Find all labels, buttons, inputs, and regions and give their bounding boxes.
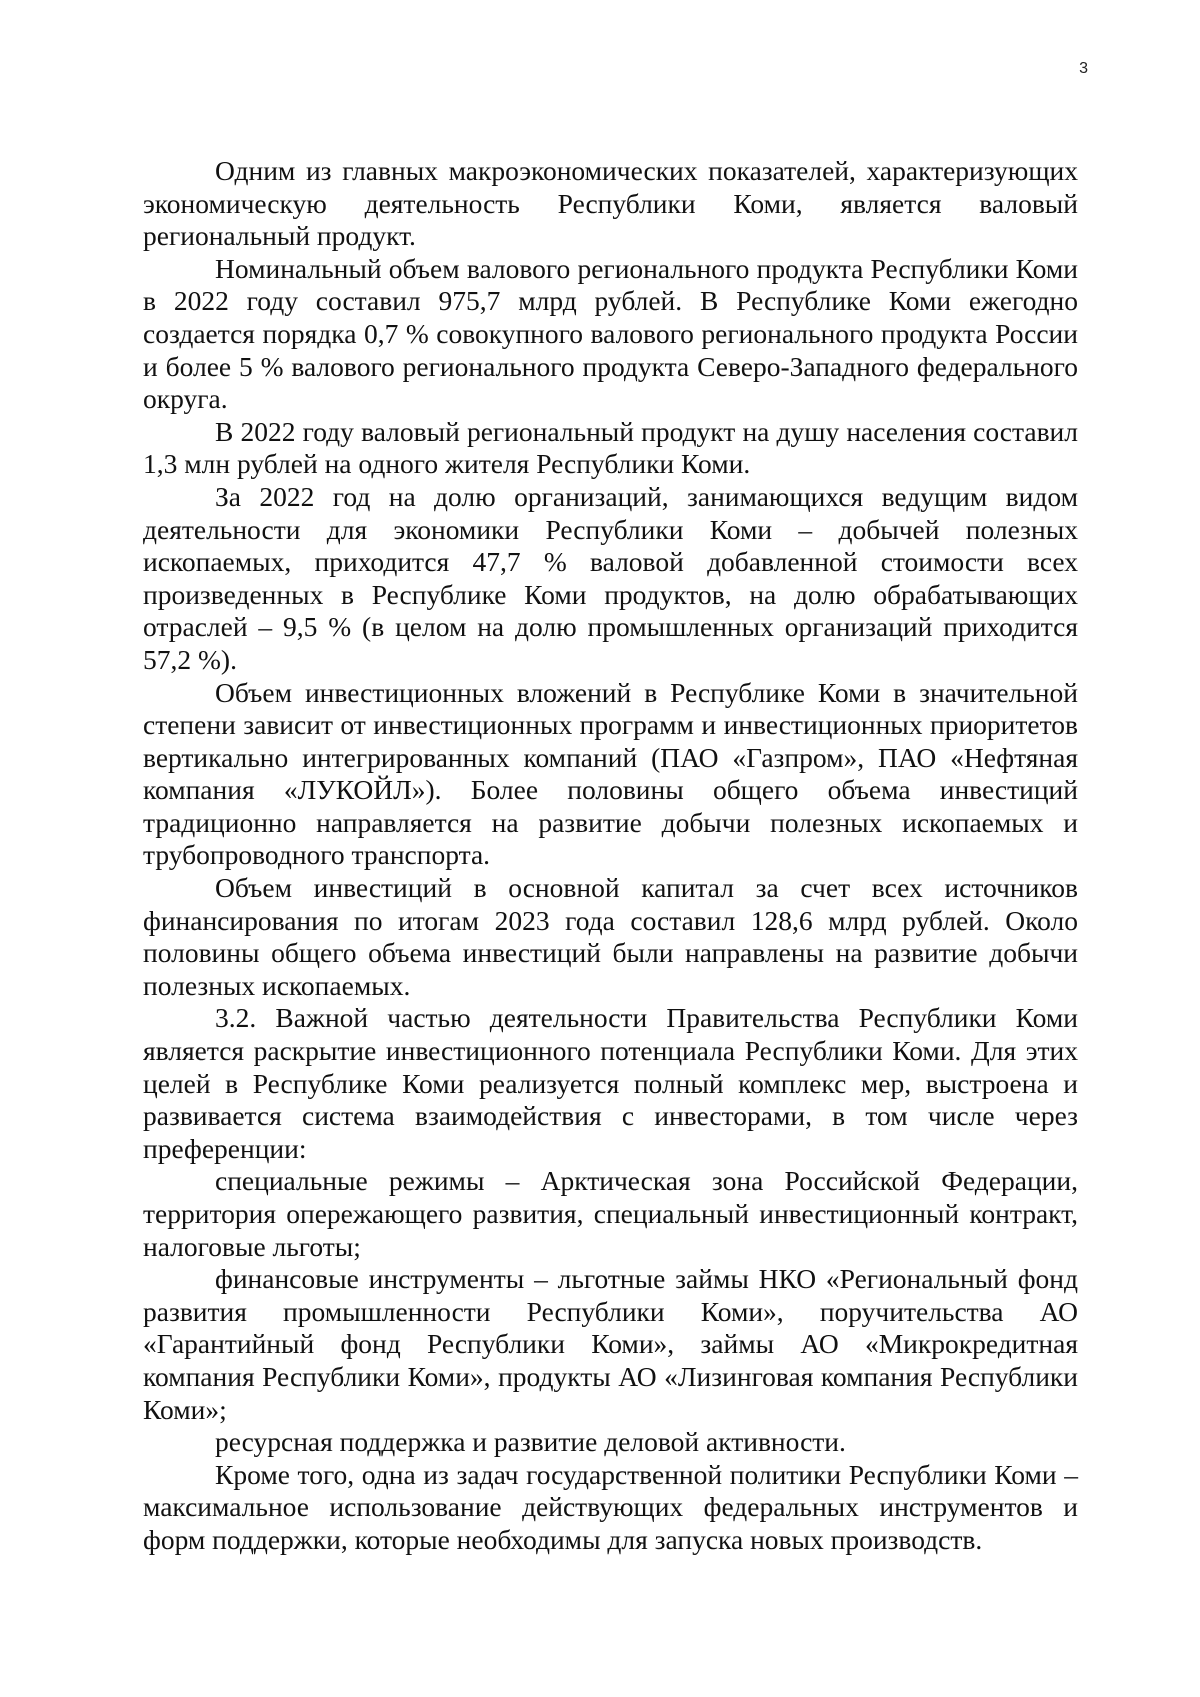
paragraph-investment-priorities: Объем инвестиционных вложений в Республике Коми в значительной степени зависит от инвестиционных программ и инвестиционных приоритетов вертикально интегрированных компаний (ПАО «Газпром», ПАО «Нефтяная компания «ЛУКОЙЛ»). Более половины общего объема инвестиций традиционно направляется на развитие добычи полезных ископаемых и трубопроводного транспорта.	[143, 676, 1078, 871]
paragraph-fixed-capital: Объем инвестиций в основной капитал за счет всех источников финансирования по итогам 2023 года составил 128,6 млрд рублей. Около половины общего объема инвестиций были направлены на развитие добычи полезных ископаемых.	[143, 872, 1078, 1001]
paragraph-grp-per-capita: В 2022 году валовый региональный продукт на душу населения составил 1,3 млн рублей на одного жителя Республики Коми.	[143, 415, 1078, 480]
paragraph-resource-support: ресурсная поддержка и развитие деловой активности.	[215, 1426, 846, 1458]
paragraph-financial-instruments: финансовые инструменты – льготные займы НКО «Региональный фонд развития промышленности Республики Коми», поручительства АО «Гарантийный фонд Республики Коми», займы АО «Микрокредитная компания Республики Коми», продукты АО «Лизинговая компания Республики Коми»;	[143, 1263, 1078, 1425]
paragraph-special-regimes: специальные режимы – Арктическая зона Российской Федерации, территория опережающего развития, специальный инвестиционный контракт, налоговые льготы;	[143, 1165, 1078, 1262]
page-number: 3	[1079, 60, 1088, 77]
paragraph-mining-share: За 2022 год на долю организаций, занимающихся ведущим видом деятельности для экономики Республики Коми – добычей полезных ископаемых, приходится 47,7 % валовой добавленной стоимости всех произведенных в Республике Коми продуктов, на долю обрабатывающих отраслей – 9,5 % (в целом на долю промышленных организаций приходится 57,2 %).	[143, 480, 1078, 675]
paragraph-section-3-2: 3.2. Важной частью деятельности Правительства Республики Коми является раскрытие инвестиционного потенциала Республики Коми. Для этих целей в Республике Коми реализуется полный комплекс мер, выстроена и развивается система взаимодействия с инвесторами, в том числе через преференции:	[143, 1002, 1078, 1164]
document-body	[143, 155, 1078, 1557]
paragraph-nominal-grp: Номинальный объем валового регионального продукта Республики Коми в 2022 году составил 975,7 млрд рублей. В Республике Коми ежегодно создается порядка 0,7 % совокупного валового регионального продукта России и более 5 % валового регионального продукта Северо-Западного федерального округа.	[143, 252, 1078, 415]
paragraph-intro-grp: Одним из главных макроэкономических показателей, характеризующих экономическую деятельность Республики Коми, является валовый региональный продукт.	[143, 155, 1078, 252]
paragraph-federal-instruments: Кроме того, одна из задач государственной политики Республики Коми – максимальное использование действующих федеральных инструментов и форм поддержки, которые необходимы для запуска новых производств.	[143, 1458, 1078, 1555]
